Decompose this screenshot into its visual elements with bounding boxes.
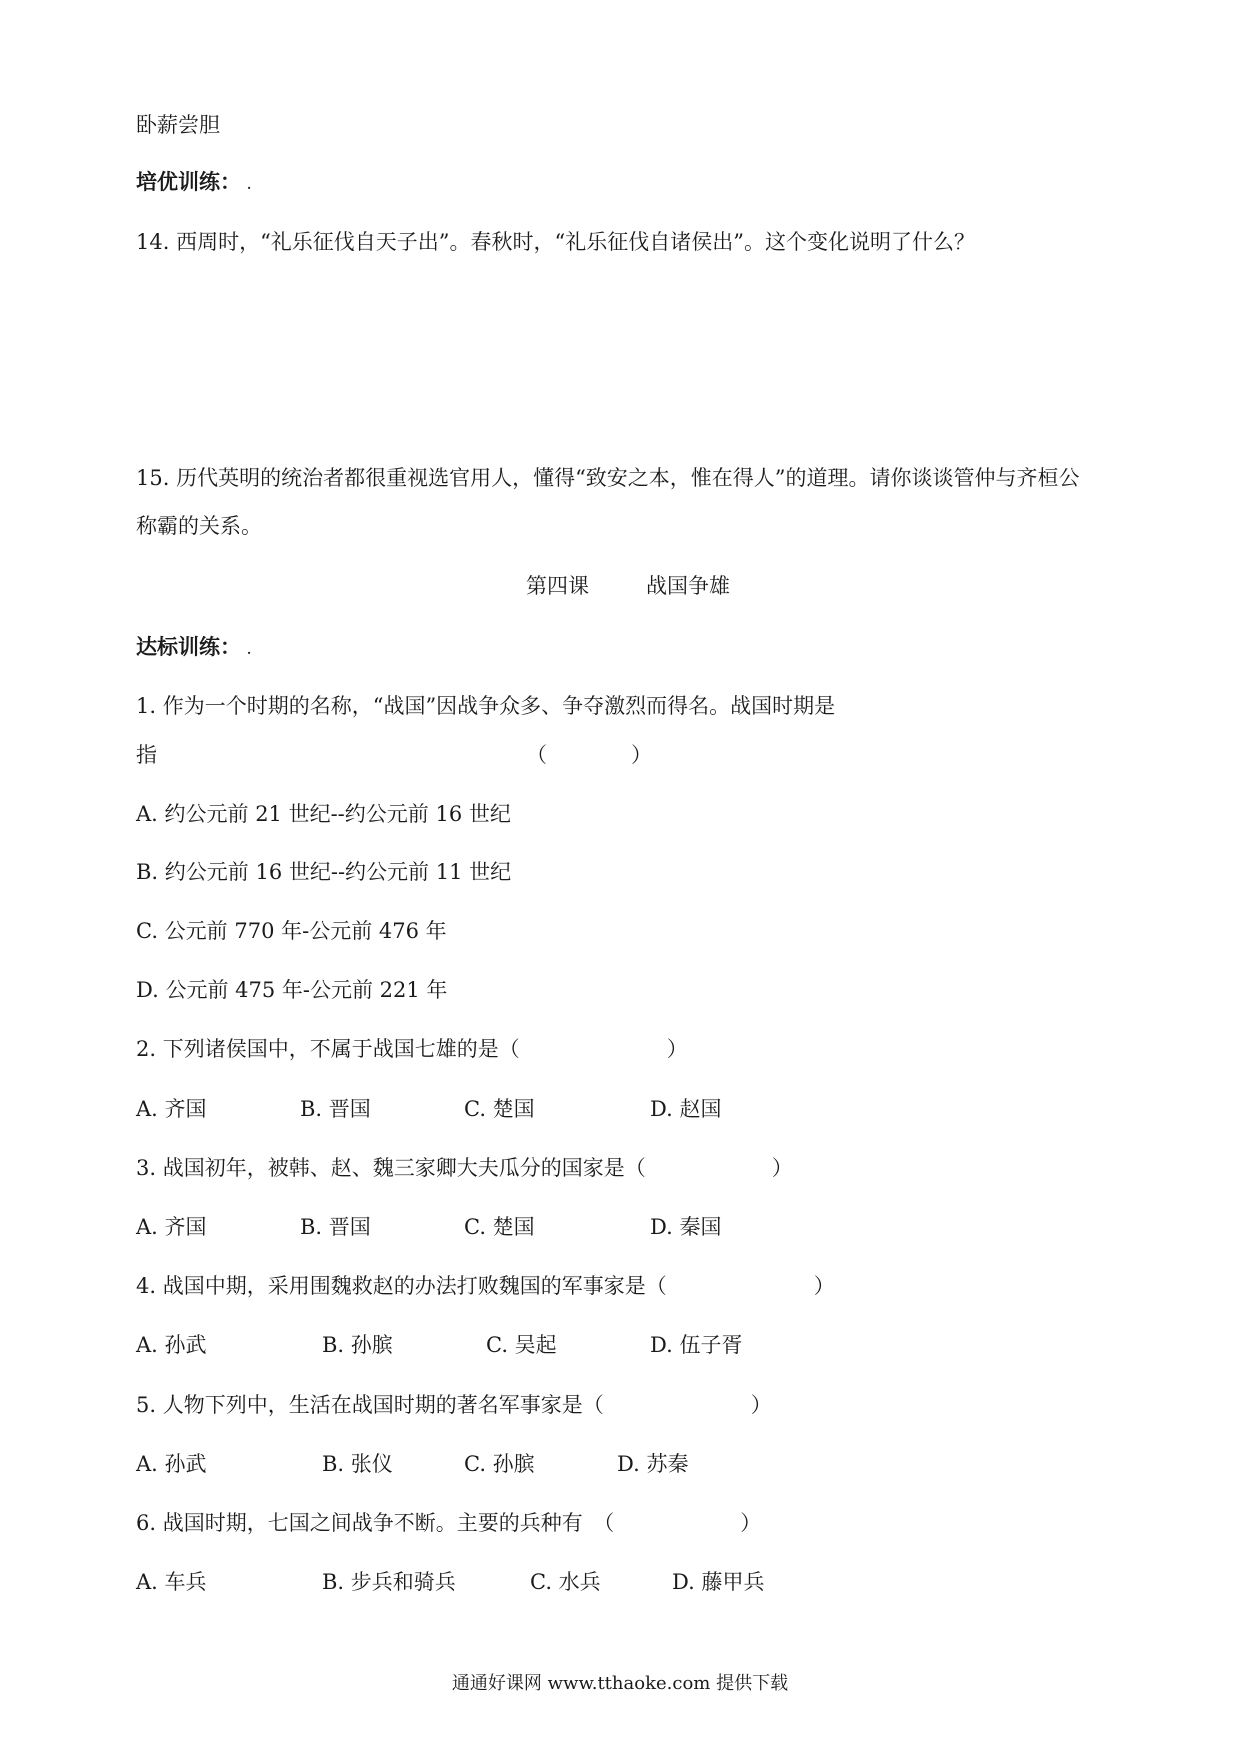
question-1-line2: 指: [136, 743, 157, 767]
section-heading-dabiao: [136, 633, 251, 664]
question-3-option-b: B. 晋国: [300, 1215, 371, 1239]
question-6-option-b: B. 步兵和骑兵: [322, 1570, 456, 1594]
page-footer: 通通好课网 www.tthaoke.com 提供下载: [451, 1673, 789, 1694]
question-1-option-a: A. 约公元前 21 世纪--约公元前 16 世纪: [136, 802, 511, 826]
question-15-line1: 15. 历代英明的统治者都很重视选官用人，懂得“致安之本，惟在得人”的道理。请你谈谈管仲与齐桓公: [136, 466, 1080, 490]
section-heading-peiyou-text: 培优训练：: [136, 169, 241, 194]
question-5-option-c: C. 孙膑: [464, 1452, 535, 1476]
question-4-option-c: C. 吴起: [486, 1333, 557, 1357]
question-3-option-c: C. 楚国: [464, 1215, 535, 1239]
question-4-option-d: D. 伍子胥: [650, 1333, 743, 1357]
lesson-name: 战国争雄: [646, 574, 730, 598]
question-5: 5. 人物下列中，生活在战国时期的著名军事家是（ ）: [136, 1393, 772, 1417]
question-6-option-a: A. 车兵: [136, 1570, 207, 1594]
question-3: 3. 战国初年，被韩、赵、魏三家卿大夫瓜分的国家是（ ）: [136, 1156, 793, 1180]
question-2-option-a: A. 齐国: [136, 1097, 207, 1121]
section-heading-dabiao-text: 达标训练：: [136, 634, 241, 659]
question-1-option-c: C. 公元前 770 年-公元前 476 年: [136, 919, 447, 943]
question-2-option-d: D. 赵国: [650, 1097, 722, 1121]
question-4-option-a: A. 孙武: [136, 1333, 207, 1357]
question-5-option-b: B. 张仪: [322, 1452, 393, 1476]
question-1-option-b: B. 约公元前 16 世纪--约公元前 11 世纪: [136, 860, 512, 884]
question-5-option-a: A. 孙武: [136, 1452, 207, 1476]
question-4: 4. 战国中期，采用围魏救赵的办法打败魏国的军事家是（ ）: [136, 1274, 835, 1298]
section-heading-peiyou-mark: .: [247, 178, 252, 192]
question-6-option-c: C. 水兵: [530, 1570, 601, 1594]
question-2-option-b: B. 晋国: [300, 1097, 371, 1121]
question-4-option-b: B. 孙膑: [322, 1333, 393, 1357]
lesson-number: 第四课: [526, 574, 589, 598]
question-15-line2: 称霸的关系。: [136, 514, 262, 538]
question-1-answer-blank: （ ）: [526, 743, 652, 767]
section-heading-peiyou: [136, 168, 251, 199]
question-2: 2. 下列诸侯国中，不属于战国七雄的是（ ）: [136, 1037, 688, 1061]
question-1-line1: 1. 作为一个时期的名称，“战国”因战争众多、争夺激烈而得名。战国时期是: [136, 694, 836, 718]
section-heading-dabiao-mark: .: [247, 643, 252, 657]
question-5-option-d: D. 苏秦: [617, 1452, 689, 1476]
previous-answer: 卧薪尝胆: [136, 113, 220, 137]
question-3-option-a: A. 齐国: [136, 1215, 207, 1239]
question-1-option-d: D. 公元前 475 年-公元前 221 年: [136, 978, 448, 1002]
question-14: 14. 西周时，“礼乐征伐自天子出”。春秋时，“礼乐征伐自诸侯出”。这个变化说明了什么？: [136, 230, 976, 254]
question-6: 6. 战国时期，七国之间战争不断。主要的兵种有 （ ）: [136, 1511, 762, 1535]
question-2-option-c: C. 楚国: [464, 1097, 535, 1121]
question-6-option-d: D. 藤甲兵: [672, 1570, 765, 1594]
question-3-option-d: D. 秦国: [650, 1215, 722, 1239]
